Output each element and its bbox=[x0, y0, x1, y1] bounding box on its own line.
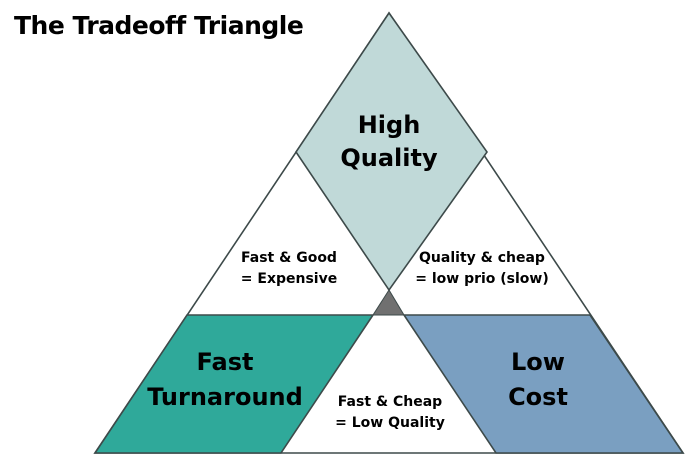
diagram-title: The Tradeoff Triangle bbox=[14, 11, 304, 40]
fast-good-line1: Fast & Good bbox=[241, 250, 337, 266]
cost-label-line2: Cost bbox=[508, 383, 568, 411]
fast-cheap-line1: Fast & Cheap bbox=[337, 394, 443, 410]
quality-label-line2: Quality bbox=[340, 144, 438, 172]
quality-cheap-line1: Quality & cheap bbox=[419, 250, 545, 266]
fast-label-line1: Fast bbox=[196, 348, 254, 376]
quality-label-line1: High bbox=[357, 111, 421, 139]
fast-cheap-line2: = Low Quality bbox=[335, 415, 445, 431]
quality-cheap-line2: = low prio (slow) bbox=[415, 271, 549, 287]
cost-label-line1: Low bbox=[511, 348, 565, 376]
fast-label-line2: Turnaround bbox=[147, 383, 303, 411]
fast-good-line2: = Expensive bbox=[240, 271, 338, 287]
